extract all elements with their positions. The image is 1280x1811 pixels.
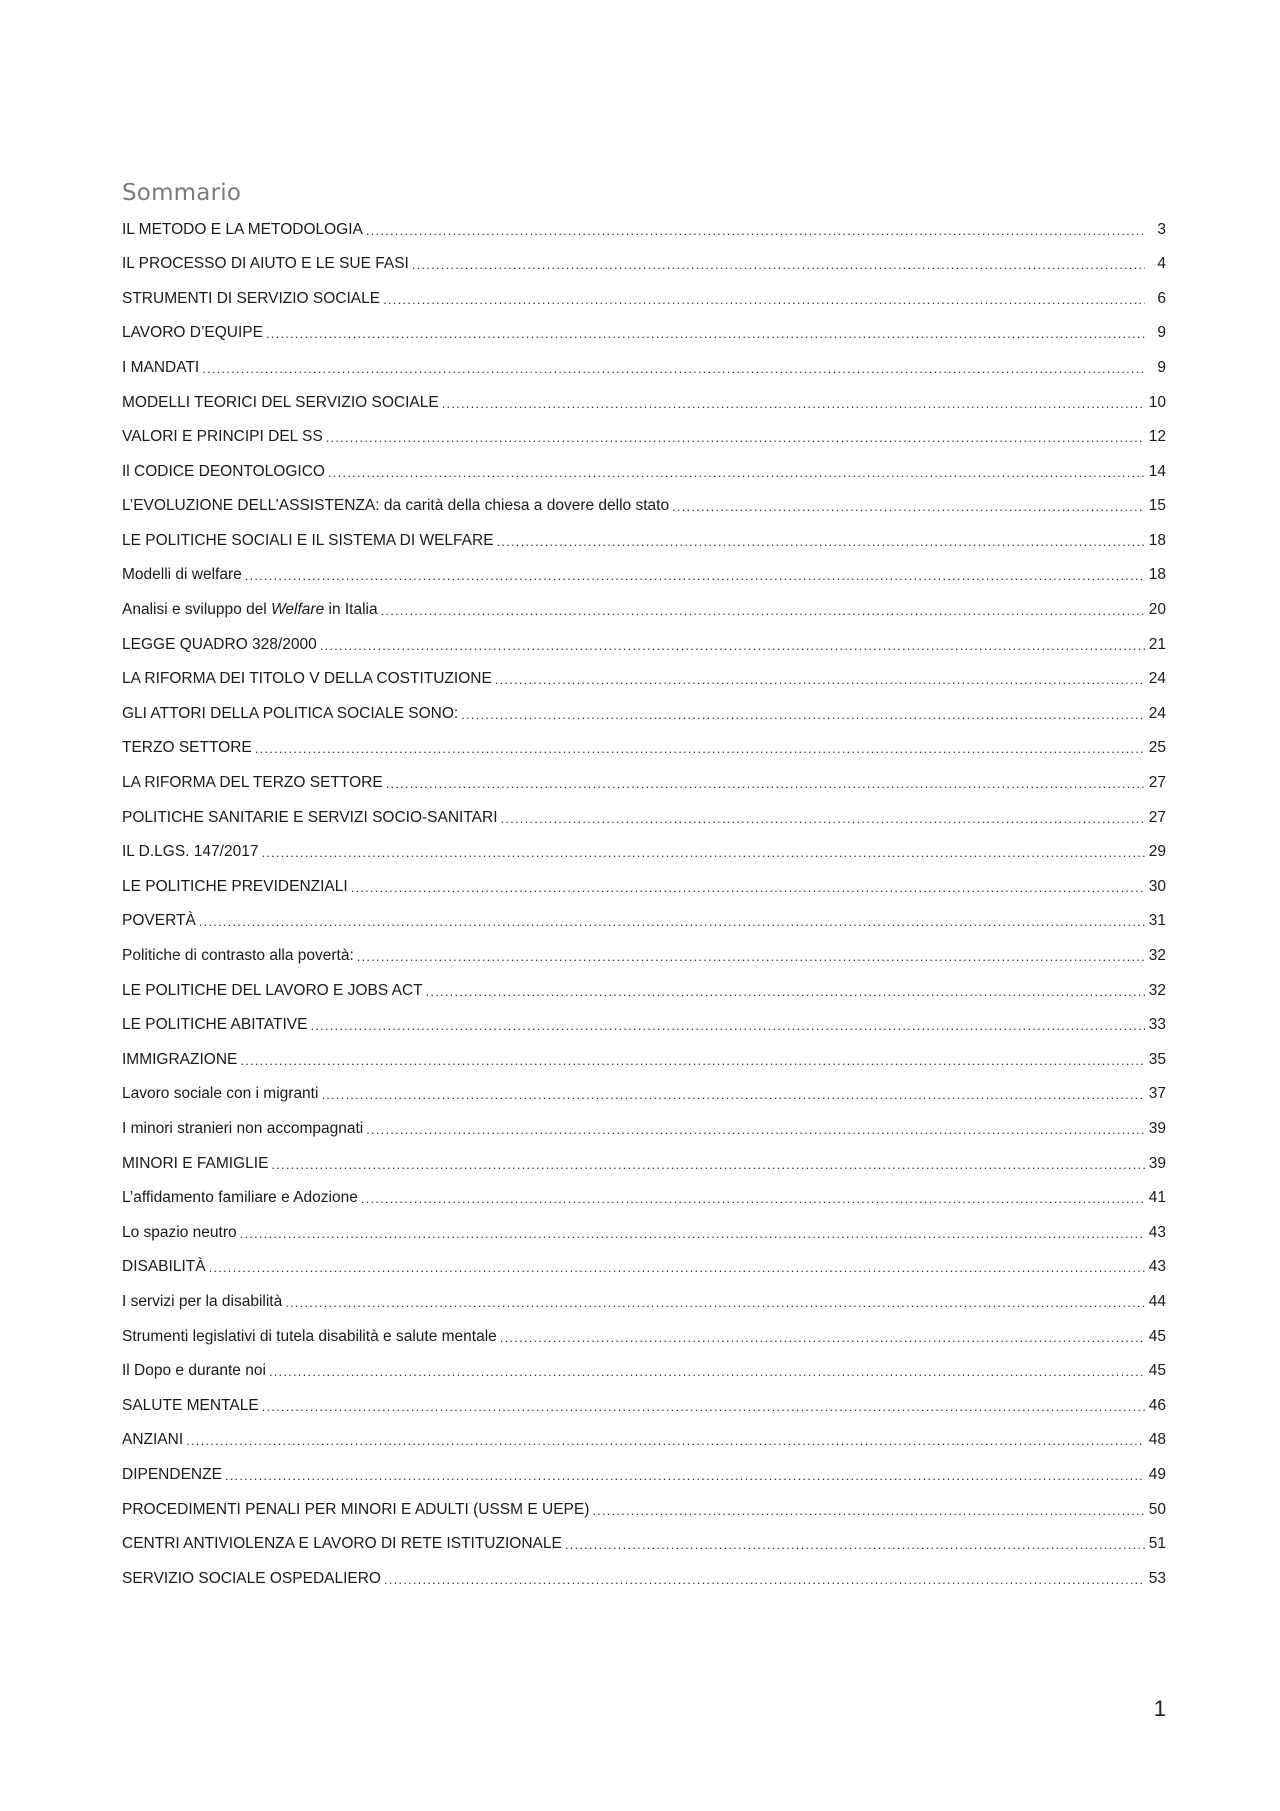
toc-entry-page: 39 bbox=[1148, 1119, 1166, 1137]
toc-entry-label: GLI ATTORI DELLA POLITICA SOCIALE SONO: bbox=[122, 704, 459, 722]
toc-entry-label: POLITICHE SANITARIE E SERVIZI SOCIO-SANITARI bbox=[122, 808, 498, 826]
toc-entry-label: DIPENDENZE bbox=[122, 1465, 222, 1483]
toc-dot-leader bbox=[320, 638, 1145, 654]
toc-entry[interactable] bbox=[122, 1077, 1166, 1112]
toc-entry-page: 21 bbox=[1148, 635, 1166, 653]
toc-dot-leader bbox=[497, 534, 1145, 550]
toc-dot-leader bbox=[202, 361, 1145, 377]
toc-entry-page: 20 bbox=[1148, 601, 1166, 619]
toc-entry[interactable] bbox=[122, 627, 1166, 662]
toc-entry[interactable] bbox=[122, 938, 1166, 973]
toc-entry[interactable] bbox=[122, 800, 1166, 835]
toc-dot-leader bbox=[351, 880, 1145, 896]
toc-entry[interactable] bbox=[122, 558, 1166, 593]
toc-entry-label: Lavoro sociale con i migranti bbox=[122, 1085, 319, 1103]
toc-entry-page: 15 bbox=[1148, 497, 1166, 515]
toc-entry-page: 45 bbox=[1148, 1362, 1166, 1380]
toc-entry-label: CENTRI ANTIVIOLENZA E LAVORO DI RETE ISTITUZIONALE bbox=[122, 1535, 562, 1553]
toc-dot-leader bbox=[245, 568, 1145, 584]
toc-entry-label: Il Dopo e durante noi bbox=[122, 1362, 266, 1380]
toc-dot-leader bbox=[255, 741, 1145, 757]
toc-entry-label: ANZIANI bbox=[122, 1431, 184, 1449]
toc-dot-leader bbox=[592, 1503, 1145, 1519]
toc-entry-page: 10 bbox=[1148, 393, 1166, 411]
toc-entry[interactable] bbox=[122, 904, 1166, 939]
toc-entry[interactable] bbox=[122, 1457, 1166, 1492]
toc-entry-label: DISABILITÀ bbox=[122, 1258, 206, 1276]
toc-entry-page: 46 bbox=[1148, 1396, 1166, 1414]
toc-entry-page: 43 bbox=[1148, 1258, 1166, 1276]
toc-entry[interactable] bbox=[122, 835, 1166, 870]
toc-dot-leader bbox=[383, 292, 1145, 308]
toc-entry-label: LA RIFORMA DEL TERZO SETTORE bbox=[122, 774, 383, 792]
toc-entry[interactable] bbox=[122, 1284, 1166, 1319]
toc-entry[interactable] bbox=[122, 454, 1166, 489]
toc-entry[interactable] bbox=[122, 489, 1166, 524]
toc-dot-leader bbox=[326, 430, 1145, 446]
toc-entry-label: LE POLITICHE DEL LAVORO E JOBS ACT bbox=[122, 981, 423, 999]
toc-dot-leader bbox=[366, 1122, 1145, 1138]
toc-entry-label: MODELLI TEORICI DEL SERVIZIO SOCIALE bbox=[122, 393, 439, 411]
toc-entry-page: 29 bbox=[1148, 843, 1166, 861]
toc-entry-page: 43 bbox=[1148, 1223, 1166, 1241]
toc-entry[interactable] bbox=[122, 212, 1166, 247]
toc-entry[interactable] bbox=[122, 350, 1166, 385]
toc-dot-leader bbox=[495, 672, 1145, 688]
toc-dot-leader bbox=[426, 984, 1145, 1000]
toc-entry-page: 51 bbox=[1148, 1535, 1166, 1553]
toc-dot-leader bbox=[269, 1364, 1145, 1380]
toc-entry-page: 44 bbox=[1148, 1292, 1166, 1310]
toc-entry[interactable] bbox=[122, 1561, 1166, 1596]
toc-entry-label: PROCEDIMENTI PENALI PER MINORI E ADULTI (USSM E UEPE) bbox=[122, 1500, 590, 1518]
toc-entry[interactable] bbox=[122, 662, 1166, 697]
toc-dot-leader bbox=[266, 326, 1145, 342]
toc-entry-page: 37 bbox=[1148, 1085, 1166, 1103]
toc-entry-label: IL PROCESSO DI AIUTO E LE SUE FASI bbox=[122, 255, 409, 273]
toc-dot-leader bbox=[271, 1157, 1145, 1173]
toc-entry[interactable] bbox=[122, 1181, 1166, 1216]
toc-entry-page: 24 bbox=[1148, 704, 1166, 722]
toc-entry-label: I servizi per la disabilità bbox=[122, 1292, 283, 1310]
toc-entry-page: 32 bbox=[1148, 981, 1166, 999]
toc-entry-page: 18 bbox=[1148, 566, 1166, 584]
toc-dot-leader bbox=[357, 949, 1145, 965]
toc-entry-page: 35 bbox=[1148, 1050, 1166, 1068]
toc-entry-page: 12 bbox=[1148, 428, 1166, 446]
toc-dot-leader bbox=[262, 1399, 1145, 1415]
toc-entry-label: IL METODO E LA METODOLOGIA bbox=[122, 220, 363, 238]
toc-dot-leader bbox=[240, 1226, 1145, 1242]
toc-dot-leader bbox=[412, 257, 1145, 273]
toc-entry-page: 48 bbox=[1148, 1431, 1166, 1449]
toc-title: Sommario bbox=[122, 180, 242, 206]
toc-entry-page: 53 bbox=[1148, 1569, 1166, 1587]
toc-dot-leader bbox=[310, 1018, 1145, 1034]
toc-dot-leader bbox=[209, 1260, 1145, 1276]
toc-entry-label-italic: Welfare bbox=[271, 601, 325, 619]
toc-entry-label: I minori stranieri non accompagnati bbox=[122, 1119, 364, 1137]
toc-entry-label: LE POLITICHE ABITATIVE bbox=[122, 1016, 308, 1034]
toc-entry-page: 45 bbox=[1148, 1327, 1166, 1345]
toc-entry-page: 33 bbox=[1148, 1016, 1166, 1034]
toc-entry[interactable] bbox=[122, 247, 1166, 282]
toc-entry-label: Modelli di welfare bbox=[122, 566, 242, 584]
toc-entry-page: 9 bbox=[1157, 324, 1166, 342]
toc-entry-label-part: Analisi e sviluppo del bbox=[122, 601, 272, 619]
toc-entry[interactable] bbox=[122, 1423, 1166, 1458]
toc-entry[interactable] bbox=[122, 1354, 1166, 1389]
toc-entry-label bbox=[122, 602, 378, 618]
toc-entry-page: 32 bbox=[1148, 947, 1166, 965]
toc-dot-leader bbox=[361, 1191, 1145, 1207]
toc-dot-leader bbox=[384, 1572, 1145, 1588]
toc-entry[interactable] bbox=[122, 1111, 1166, 1146]
toc-entry-label: LE POLITICHE SOCIALI E IL SISTEMA DI WELFARE bbox=[122, 531, 494, 549]
toc-dot-leader bbox=[565, 1537, 1145, 1553]
toc-entry-page: 18 bbox=[1148, 531, 1166, 549]
toc-entry-label: SERVIZIO SOCIALE OSPEDALIERO bbox=[122, 1569, 381, 1587]
page-number: 1 bbox=[1153, 1696, 1166, 1721]
toc-entry[interactable] bbox=[122, 1146, 1166, 1181]
toc-entry[interactable] bbox=[122, 1042, 1166, 1077]
toc-entry-label: TERZO SETTORE bbox=[122, 739, 252, 757]
toc-entry-label: LAVORO D’EQUIPE bbox=[122, 324, 263, 342]
toc-dot-leader bbox=[186, 1433, 1145, 1449]
toc-entry-page: 27 bbox=[1148, 774, 1166, 792]
toc-entry-page: 6 bbox=[1157, 289, 1166, 307]
toc-entry-label: Il CODICE DEONTOLOGICO bbox=[122, 462, 325, 480]
toc-entry-page: 9 bbox=[1157, 358, 1166, 376]
toc-entry[interactable] bbox=[122, 281, 1166, 316]
toc-entry[interactable] bbox=[122, 1527, 1166, 1562]
toc-entry[interactable] bbox=[122, 1319, 1166, 1354]
toc-entry-label: L’affidamento familiare e Adozione bbox=[122, 1189, 358, 1207]
toc-dot-leader bbox=[225, 1468, 1145, 1484]
toc-entry-label: IMMIGRAZIONE bbox=[122, 1050, 238, 1068]
toc-entry-page: 31 bbox=[1148, 912, 1166, 930]
toc-entry-label: LE POLITICHE PREVIDENZIALI bbox=[122, 877, 348, 895]
toc-entry[interactable] bbox=[122, 766, 1166, 801]
toc-dot-leader bbox=[285, 1295, 1145, 1311]
toc-entry-page: 25 bbox=[1148, 739, 1166, 757]
toc-entry[interactable] bbox=[122, 731, 1166, 766]
toc-entry[interactable] bbox=[122, 1388, 1166, 1423]
toc-entry[interactable] bbox=[122, 1250, 1166, 1285]
toc-entry-page: 41 bbox=[1148, 1189, 1166, 1207]
toc-dot-leader bbox=[240, 1053, 1145, 1069]
toc-entry-label: SALUTE MENTALE bbox=[122, 1396, 259, 1414]
toc-entry-label-part: in Italia bbox=[324, 601, 378, 619]
toc-dot-leader bbox=[261, 845, 1145, 861]
toc-entry[interactable] bbox=[122, 523, 1166, 558]
toc-entry[interactable] bbox=[122, 1008, 1166, 1043]
toc-entry-label: Politiche di contrasto alla povertà: bbox=[122, 947, 354, 965]
toc-entry-label: I MANDATI bbox=[122, 358, 200, 376]
toc-list bbox=[122, 212, 1166, 1596]
toc-entry[interactable] bbox=[122, 385, 1166, 420]
toc-entry-label: Lo spazio neutro bbox=[122, 1223, 237, 1241]
toc-entry-page: 30 bbox=[1148, 877, 1166, 895]
toc-entry-label: Strumenti legislativi di tutela disabilità e salute mentale bbox=[122, 1327, 497, 1345]
toc-entry-label: POVERTÀ bbox=[122, 912, 196, 930]
toc-entry-label: MINORI E FAMIGLIE bbox=[122, 1154, 269, 1172]
toc-entry-label: IL D.LGS. 147/2017 bbox=[122, 843, 259, 861]
toc-entry-label: LA RIFORMA DEI TITOLO V DELLA COSTITUZIONE bbox=[122, 670, 492, 688]
toc-entry[interactable] bbox=[122, 973, 1166, 1008]
toc-dot-leader bbox=[328, 465, 1145, 481]
toc-dot-leader bbox=[199, 914, 1145, 930]
toc-dot-leader bbox=[386, 776, 1145, 792]
toc-entry-label: STRUMENTI DI SERVIZIO SOCIALE bbox=[122, 289, 381, 307]
toc-entry-page: 27 bbox=[1148, 808, 1166, 826]
toc-entry-page: 24 bbox=[1148, 670, 1166, 688]
toc-dot-leader bbox=[381, 603, 1145, 619]
toc-entry[interactable] bbox=[122, 420, 1166, 455]
toc-dot-leader bbox=[500, 1330, 1145, 1346]
toc-dot-leader bbox=[321, 1087, 1145, 1103]
toc-entry-page: 49 bbox=[1148, 1465, 1166, 1483]
toc-entry[interactable] bbox=[122, 1215, 1166, 1250]
toc-dot-leader bbox=[442, 396, 1145, 412]
toc-dot-leader bbox=[461, 707, 1145, 723]
toc-entry-label: L’EVOLUZIONE DELL’ASSISTENZA: da carità della chiesa a dovere dello stato bbox=[122, 497, 670, 515]
toc-dot-leader bbox=[672, 499, 1145, 515]
toc-entry[interactable] bbox=[122, 869, 1166, 904]
toc-dot-leader bbox=[501, 811, 1145, 827]
toc-entry[interactable] bbox=[122, 696, 1166, 731]
toc-entry-page: 39 bbox=[1148, 1154, 1166, 1172]
toc-entry-label: VALORI E PRINCIPI DEL SS bbox=[122, 428, 323, 446]
toc-entry-page: 50 bbox=[1148, 1500, 1166, 1518]
toc-dot-leader bbox=[366, 223, 1145, 239]
toc-entry[interactable] bbox=[122, 316, 1166, 351]
toc-entry[interactable] bbox=[122, 1492, 1166, 1527]
toc-entry-page: 14 bbox=[1148, 462, 1166, 480]
toc-entry-label: LEGGE QUADRO 328/2000 bbox=[122, 635, 317, 653]
toc-entry-page: 3 bbox=[1157, 220, 1166, 238]
toc-entry-page: 4 bbox=[1157, 255, 1166, 273]
toc-entry[interactable] bbox=[122, 593, 1166, 628]
